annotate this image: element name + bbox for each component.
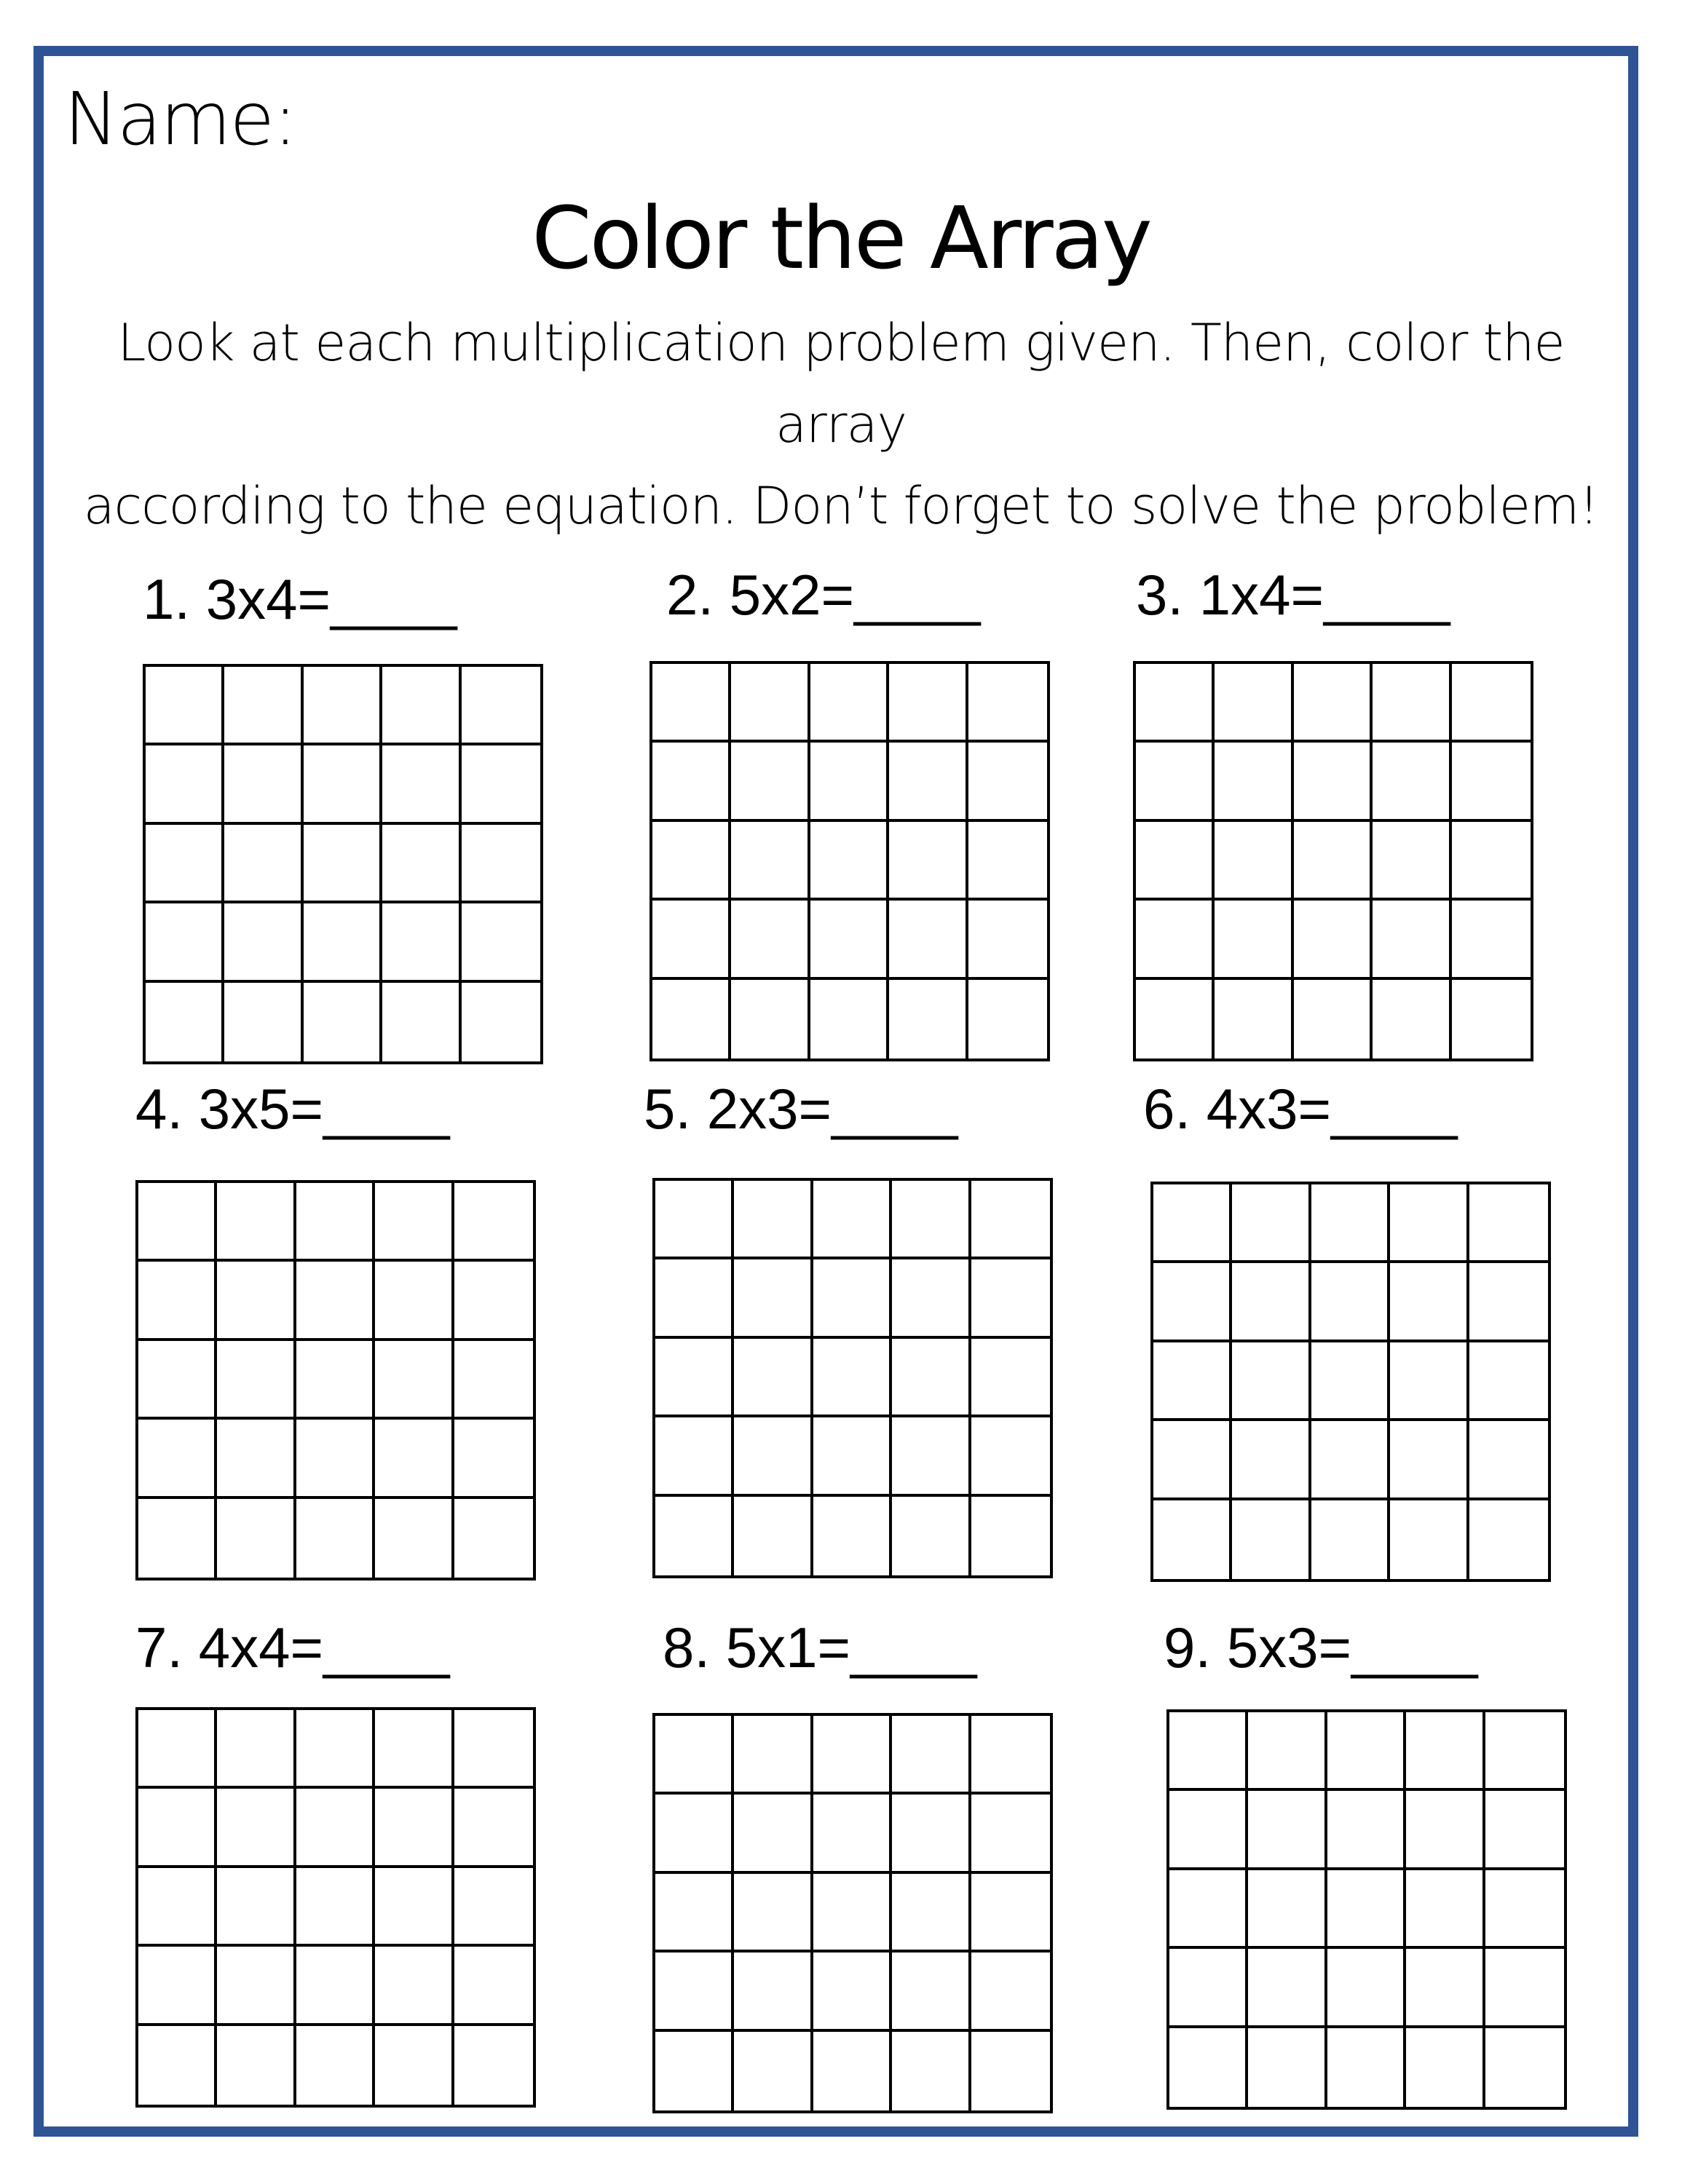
array-cell[interactable] <box>1485 1870 1564 1949</box>
array-cell[interactable] <box>731 743 810 821</box>
array-cell[interactable] <box>224 825 303 903</box>
array-cell[interactable] <box>138 1262 217 1340</box>
array-cell[interactable] <box>1232 1184 1311 1263</box>
array-cell[interactable] <box>382 903 461 982</box>
array-cell[interactable] <box>1311 1184 1390 1263</box>
array-cell[interactable] <box>1469 1263 1548 1342</box>
array-cell[interactable] <box>813 1952 892 2031</box>
array-cell[interactable] <box>892 1497 971 1575</box>
array-cell[interactable] <box>1153 1421 1232 1500</box>
array-cell[interactable] <box>138 1341 217 1420</box>
array-cell[interactable] <box>375 1868 454 1947</box>
array-cell[interactable] <box>1215 980 1293 1059</box>
array-cell[interactable] <box>1390 1421 1469 1500</box>
array-cell[interactable] <box>296 1947 375 2025</box>
array-cell[interactable] <box>224 983 303 1061</box>
array-cell[interactable] <box>375 1420 454 1498</box>
array-cell[interactable] <box>138 1868 217 1947</box>
problem-7-label: 7. 4x4=____ <box>135 1615 450 1679</box>
array-cell[interactable] <box>462 983 540 1061</box>
array-cell[interactable] <box>296 1868 375 1947</box>
array-cell[interactable] <box>968 822 1047 901</box>
array-cell[interactable] <box>813 1339 892 1417</box>
instructions <box>73 302 1609 547</box>
array-cell[interactable] <box>217 1947 296 2025</box>
array-cell[interactable] <box>146 903 224 982</box>
array-cell[interactable] <box>304 825 382 903</box>
array-cell[interactable] <box>1327 1949 1406 2027</box>
array-cell[interactable] <box>734 2032 813 2110</box>
array-cell[interactable] <box>810 664 889 743</box>
array-cell[interactable] <box>889 901 968 979</box>
problem-8-label: 8. 5x1=____ <box>663 1615 977 1679</box>
array-cell[interactable] <box>138 1420 217 1498</box>
array-cell[interactable] <box>217 1262 296 1340</box>
array-cell[interactable] <box>1406 1949 1485 2027</box>
array-cell[interactable] <box>1232 1263 1311 1342</box>
array-cell[interactable] <box>810 980 889 1059</box>
array-cell[interactable] <box>892 1181 971 1259</box>
array-cell[interactable] <box>1248 2028 1327 2107</box>
array-cell[interactable] <box>810 901 889 979</box>
array-cell[interactable] <box>224 667 303 745</box>
array-cell[interactable] <box>138 1183 217 1262</box>
array-cell[interactable] <box>971 1795 1050 1873</box>
problem-3-label: 3. 1x4=____ <box>1136 563 1450 627</box>
array-cell[interactable] <box>1136 743 1215 821</box>
array-cell[interactable] <box>1169 2028 1248 2107</box>
array-grid-3[interactable] <box>1133 661 1533 1061</box>
array-cell[interactable] <box>224 745 303 824</box>
array-cell[interactable] <box>296 2026 375 2105</box>
array-cell[interactable] <box>1452 980 1531 1059</box>
array-cell[interactable] <box>1153 1263 1232 1342</box>
problem-9-label: 9. 5x3=____ <box>1164 1615 1478 1679</box>
array-cell[interactable] <box>734 1952 813 2031</box>
array-grid-4[interactable] <box>135 1180 536 1580</box>
array-cell[interactable] <box>217 1868 296 1947</box>
array-cell[interactable] <box>655 1952 734 2031</box>
array-cell[interactable] <box>813 1795 892 1873</box>
array-cell[interactable] <box>375 1341 454 1420</box>
array-cell[interactable] <box>1169 1870 1248 1949</box>
array-cell[interactable] <box>734 1339 813 1417</box>
array-cell[interactable] <box>304 983 382 1061</box>
array-cell[interactable] <box>731 664 810 743</box>
array-cell[interactable] <box>734 1874 813 1952</box>
array-cell[interactable] <box>217 2026 296 2105</box>
array-cell[interactable] <box>1153 1184 1232 1263</box>
array-cell[interactable] <box>1136 980 1215 1059</box>
array-cell[interactable] <box>889 980 968 1059</box>
array-cell[interactable] <box>810 822 889 901</box>
array-cell[interactable] <box>655 1259 734 1338</box>
array-cell[interactable] <box>462 667 540 745</box>
instructions-line-1: Look at each multiplication problem given. Then, color the array <box>117 313 1565 454</box>
array-cell[interactable] <box>1232 1342 1311 1421</box>
problem-4-label: 4. 3x5=____ <box>135 1077 450 1141</box>
array-cell[interactable] <box>1248 1712 1327 1791</box>
array-cell[interactable] <box>810 743 889 821</box>
array-cell[interactable] <box>1406 1870 1485 1949</box>
array-cell[interactable] <box>1215 743 1293 821</box>
array-cell[interactable] <box>1373 901 1451 979</box>
array-cell[interactable] <box>892 1259 971 1338</box>
array-cell[interactable] <box>889 822 968 901</box>
array-cell[interactable] <box>217 1789 296 1867</box>
array-cell[interactable] <box>224 903 303 982</box>
array-cell[interactable] <box>304 903 382 982</box>
array-cell[interactable] <box>1294 664 1373 743</box>
array-cell[interactable] <box>382 667 461 745</box>
array-cell[interactable] <box>1294 743 1373 821</box>
array-cell[interactable] <box>146 983 224 1061</box>
array-cell[interactable] <box>655 1181 734 1259</box>
array-cell[interactable] <box>1136 822 1215 901</box>
array-cell[interactable] <box>1169 1949 1248 2027</box>
problem-1-label: 1. 3x4=____ <box>143 567 457 631</box>
array-cell[interactable] <box>1327 1712 1406 1791</box>
array-cell[interactable] <box>1294 980 1373 1059</box>
array-cell[interactable] <box>1485 2028 1564 2107</box>
array-cell[interactable] <box>1248 1791 1327 1870</box>
array-cell[interactable] <box>968 743 1047 821</box>
array-cell[interactable] <box>382 745 461 824</box>
array-cell[interactable] <box>1452 822 1531 901</box>
array-cell[interactable] <box>296 1341 375 1420</box>
array-cell[interactable] <box>217 1420 296 1498</box>
array-cell[interactable] <box>217 1341 296 1420</box>
array-grid-9[interactable] <box>1166 1709 1567 2110</box>
array-cell[interactable] <box>1311 1500 1390 1579</box>
array-cell[interactable] <box>734 1795 813 1873</box>
array-cell[interactable] <box>1469 1184 1548 1263</box>
array-cell[interactable] <box>146 745 224 824</box>
array-cell[interactable] <box>375 1262 454 1340</box>
array-cell[interactable] <box>217 1710 296 1789</box>
array-cell[interactable] <box>1215 901 1293 979</box>
array-cell[interactable] <box>892 1417 971 1496</box>
array-cell[interactable] <box>968 980 1047 1059</box>
name-label: Name: <box>64 76 296 162</box>
array-cell[interactable] <box>462 745 540 824</box>
array-cell[interactable] <box>1469 1342 1548 1421</box>
problem-2-label: 2. 5x2=____ <box>666 563 981 627</box>
array-grid-2[interactable] <box>649 661 1050 1061</box>
array-cell[interactable] <box>731 980 810 1059</box>
array-cell[interactable] <box>655 1716 734 1795</box>
array-cell[interactable] <box>655 2032 734 2110</box>
array-cell[interactable] <box>138 1710 217 1789</box>
array-cell[interactable] <box>892 1716 971 1795</box>
array-cell[interactable] <box>1327 2028 1406 2107</box>
array-cell[interactable] <box>734 1259 813 1338</box>
array-cell[interactable] <box>971 1874 1050 1952</box>
array-cell[interactable] <box>813 1716 892 1795</box>
array-cell[interactable] <box>462 903 540 982</box>
array-cell[interactable] <box>1485 1791 1564 1870</box>
array-cell[interactable] <box>655 1417 734 1496</box>
array-cell[interactable] <box>892 1874 971 1952</box>
array-cell[interactable] <box>652 743 731 821</box>
array-cell[interactable] <box>1373 743 1451 821</box>
array-cell[interactable] <box>892 1952 971 2031</box>
array-grid-6[interactable] <box>1150 1182 1551 1582</box>
array-grid-5[interactable] <box>652 1178 1053 1578</box>
array-cell[interactable] <box>734 1716 813 1795</box>
problem-6-label: 6. 4x3=____ <box>1143 1077 1458 1141</box>
instructions-line-2: according to the equation. Don’t forget to solve the problem! <box>83 476 1599 536</box>
array-cell[interactable] <box>1469 1421 1548 1500</box>
array-cell[interactable] <box>1311 1263 1390 1342</box>
array-cell[interactable] <box>462 825 540 903</box>
array-cell[interactable] <box>138 2026 217 2105</box>
array-cell[interactable] <box>454 1710 533 1789</box>
array-cell[interactable] <box>138 1789 217 1867</box>
array-cell[interactable] <box>217 1499 296 1578</box>
array-cell[interactable] <box>889 743 968 821</box>
array-cell[interactable] <box>375 1947 454 2025</box>
array-cell[interactable] <box>971 1259 1050 1338</box>
array-cell[interactable] <box>971 1952 1050 2031</box>
array-cell[interactable] <box>1327 1870 1406 1949</box>
array-cell[interactable] <box>655 1874 734 1952</box>
array-cell[interactable] <box>1311 1342 1390 1421</box>
array-cell[interactable] <box>731 822 810 901</box>
array-cell[interactable] <box>1232 1500 1311 1579</box>
array-cell[interactable] <box>734 1181 813 1259</box>
array-cell[interactable] <box>971 1417 1050 1496</box>
array-cell[interactable] <box>375 2026 454 2105</box>
array-cell[interactable] <box>655 1497 734 1575</box>
array-cell[interactable] <box>1452 664 1531 743</box>
array-cell[interactable] <box>652 980 731 1059</box>
array-cell[interactable] <box>813 2032 892 2110</box>
array-cell[interactable] <box>1485 1712 1564 1791</box>
array-cell[interactable] <box>968 664 1047 743</box>
array-cell[interactable] <box>892 2032 971 2110</box>
array-cell[interactable] <box>813 1874 892 1952</box>
array-cell[interactable] <box>813 1181 892 1259</box>
array-cell[interactable] <box>971 1497 1050 1575</box>
array-cell[interactable] <box>652 901 731 979</box>
array-grid-1[interactable] <box>143 664 543 1064</box>
array-cell[interactable] <box>655 1339 734 1417</box>
array-cell[interactable] <box>454 1947 533 2025</box>
array-cell[interactable] <box>971 1181 1050 1259</box>
array-cell[interactable] <box>1136 901 1215 979</box>
array-cell[interactable] <box>892 1339 971 1417</box>
array-cell[interactable] <box>734 1497 813 1575</box>
array-cell[interactable] <box>1452 901 1531 979</box>
array-cell[interactable] <box>1406 1791 1485 1870</box>
array-cell[interactable] <box>1406 1712 1485 1791</box>
worksheet-title: Color the Array <box>532 188 1150 288</box>
array-cell[interactable] <box>1390 1184 1469 1263</box>
array-cell[interactable] <box>968 901 1047 979</box>
array-cell[interactable] <box>1215 822 1293 901</box>
array-cell[interactable] <box>296 1789 375 1867</box>
array-cell[interactable] <box>1327 1791 1406 1870</box>
array-cell[interactable] <box>1373 980 1451 1059</box>
array-cell[interactable] <box>454 1183 533 1262</box>
array-cell[interactable] <box>1153 1342 1232 1421</box>
array-cell[interactable] <box>1294 901 1373 979</box>
array-cell[interactable] <box>1248 1870 1327 1949</box>
array-cell[interactable] <box>1373 822 1451 901</box>
problem-5-label: 5. 2x3=____ <box>644 1077 958 1141</box>
array-cell[interactable] <box>971 2032 1050 2110</box>
array-cell[interactable] <box>454 1262 533 1340</box>
array-cell[interactable] <box>1406 2028 1485 2107</box>
array-cell[interactable] <box>734 1417 813 1496</box>
array-cell[interactable] <box>1390 1342 1469 1421</box>
array-cell[interactable] <box>138 1499 217 1578</box>
array-cell[interactable] <box>655 1795 734 1873</box>
array-cell[interactable] <box>1136 664 1215 743</box>
array-cell[interactable] <box>813 1497 892 1575</box>
array-cell[interactable] <box>1153 1500 1232 1579</box>
array-cell[interactable] <box>146 825 224 903</box>
array-cell[interactable] <box>375 1789 454 1867</box>
array-cell[interactable] <box>652 664 731 743</box>
array-cell[interactable] <box>454 1341 533 1420</box>
array-cell[interactable] <box>813 1417 892 1496</box>
array-cell[interactable] <box>304 745 382 824</box>
array-cell[interactable] <box>889 664 968 743</box>
array-cell[interactable] <box>138 1947 217 2025</box>
array-cell[interactable] <box>1248 1949 1327 2027</box>
array-cell[interactable] <box>1215 664 1293 743</box>
array-cell[interactable] <box>1390 1500 1469 1579</box>
array-grid-8[interactable] <box>652 1713 1053 2113</box>
array-cell[interactable] <box>1294 822 1373 901</box>
array-cell[interactable] <box>1169 1712 1248 1791</box>
array-cell[interactable] <box>1390 1263 1469 1342</box>
array-cell[interactable] <box>971 1716 1050 1795</box>
array-cell[interactable] <box>382 825 461 903</box>
array-cell[interactable] <box>1373 664 1451 743</box>
array-cell[interactable] <box>1232 1421 1311 1500</box>
array-cell[interactable] <box>971 1339 1050 1417</box>
array-cell[interactable] <box>375 1710 454 1789</box>
array-cell[interactable] <box>296 1710 375 1789</box>
array-cell[interactable] <box>217 1183 296 1262</box>
array-cell[interactable] <box>892 1795 971 1873</box>
array-cell[interactable] <box>731 901 810 979</box>
array-cell[interactable] <box>1452 743 1531 821</box>
array-cell[interactable] <box>375 1499 454 1578</box>
array-cell[interactable] <box>1311 1421 1390 1500</box>
array-cell[interactable] <box>296 1262 375 1340</box>
array-cell[interactable] <box>454 1789 533 1867</box>
array-cell[interactable] <box>296 1183 375 1262</box>
array-cell[interactable] <box>382 983 461 1061</box>
array-cell[interactable] <box>813 1259 892 1338</box>
array-cell[interactable] <box>652 822 731 901</box>
array-cell[interactable] <box>454 1499 533 1578</box>
array-cell[interactable] <box>454 1420 533 1498</box>
array-cell[interactable] <box>375 1183 454 1262</box>
array-cell[interactable] <box>1169 1791 1248 1870</box>
array-cell[interactable] <box>1469 1500 1548 1579</box>
array-cell[interactable] <box>454 2026 533 2105</box>
array-grid-7[interactable] <box>135 1707 536 2108</box>
array-cell[interactable] <box>454 1868 533 1947</box>
array-cell[interactable] <box>296 1420 375 1498</box>
array-cell[interactable] <box>296 1499 375 1578</box>
array-cell[interactable] <box>1485 1949 1564 2027</box>
array-cell[interactable] <box>146 667 224 745</box>
array-cell[interactable] <box>304 667 382 745</box>
